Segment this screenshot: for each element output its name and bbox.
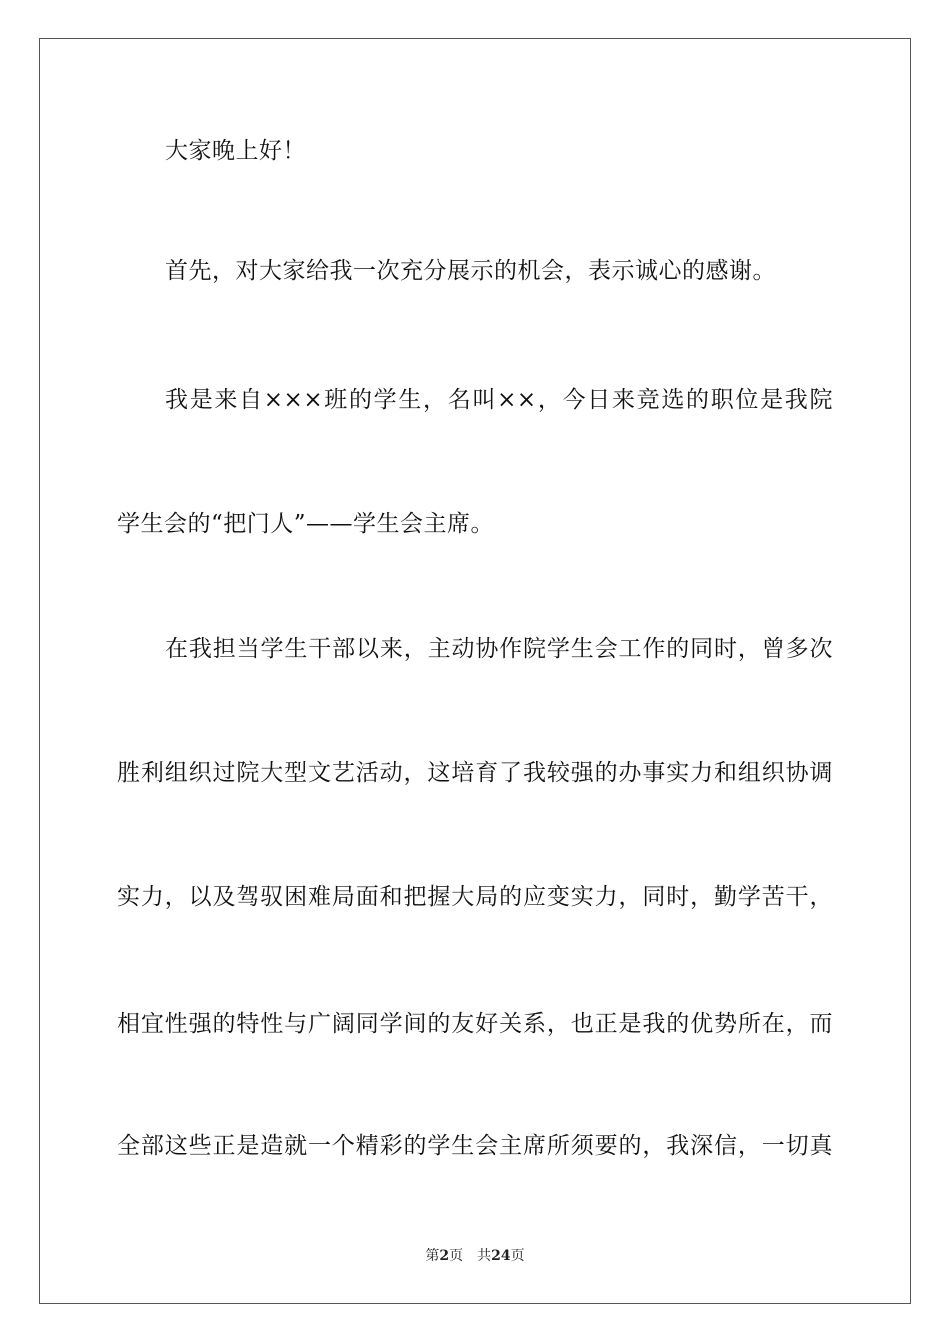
paragraph-experience-line-5: 全部这些正是造就一个精彩的学生会主席所须要的，我深信，一切真 bbox=[117, 1133, 833, 1159]
paragraph-experience-line-1: 在我担当学生干部以来，主动协作院学生会工作的同时，曾多次 bbox=[165, 636, 833, 662]
footer-total-pages: 24 bbox=[491, 1248, 511, 1264]
paragraph-experience-line-3: 实力，以及驾驭困难局面和把握大局的应变实力，同时，勤学苦干， bbox=[117, 884, 833, 910]
footer-total-prefix: 共 bbox=[477, 1248, 492, 1264]
paragraph-experience-line-4: 相宜性强的特性与广阔同学间的友好关系，也正是我的优势所在，而 bbox=[117, 1011, 833, 1037]
paragraph-experience-line-2: 胜利组织过院大型文艺活动，这培育了我较强的办事实力和组织协调 bbox=[117, 760, 833, 786]
paragraph-greeting: 大家晚上好！ bbox=[165, 138, 306, 164]
footer-page-prefix: 第 bbox=[425, 1248, 440, 1264]
footer-total-suffix: 页 bbox=[510, 1248, 525, 1264]
paragraph-intro-line-1: 我是来自×××班的学生，名叫××，今日来竞选的职位是我院 bbox=[165, 387, 833, 413]
footer-page-suffix: 页 bbox=[449, 1248, 464, 1264]
page-footer bbox=[0, 1247, 950, 1265]
paragraph-thanks: 首先，对大家给我一次充分展示的机会，表示诚心的感谢。 bbox=[165, 258, 776, 284]
paragraph-intro-line-2: 学生会的“把门人”——学生会主席。 bbox=[117, 511, 495, 537]
page-frame bbox=[39, 38, 911, 1304]
footer-page-number: 2 bbox=[439, 1248, 450, 1264]
